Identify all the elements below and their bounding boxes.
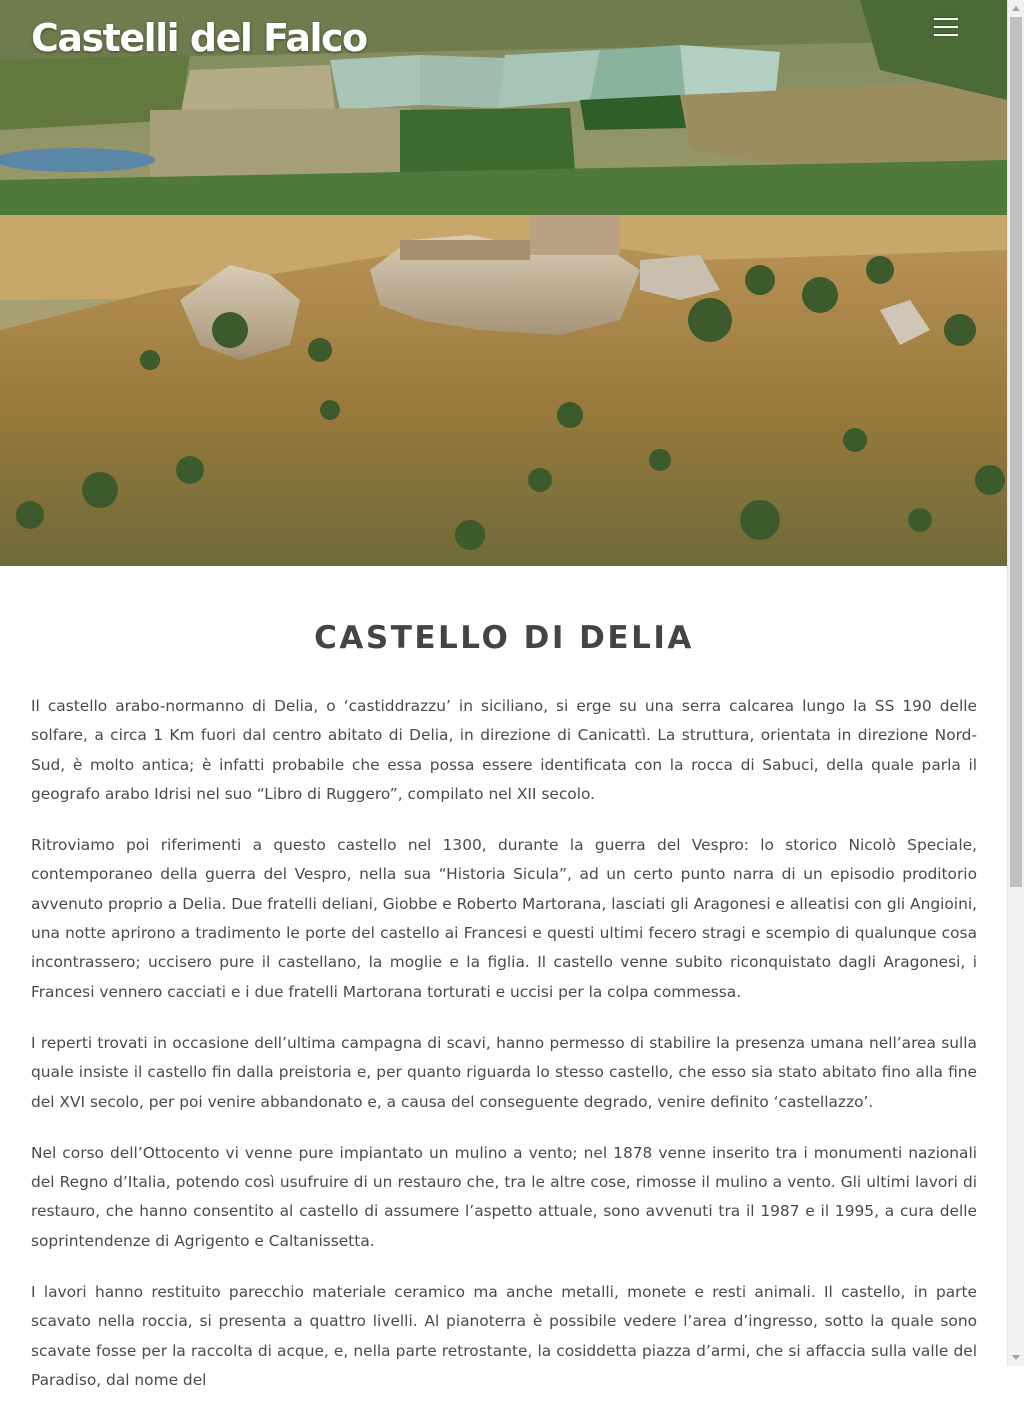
article-content [31,566,977,1417]
menu-icon-bar [934,34,958,36]
scrollbar-thumb[interactable] [1010,17,1022,887]
site-title[interactable]: Castelli del Falco [31,16,367,60]
menu-icon-bar [934,18,958,20]
article-paragraph: Nel corso dell’Ottocento vi venne pure impiantato un mulino a vento; nel 1878 venne inserito tra i monumenti nazionali del Regno d’Italia, potendo così usufruire di un restauro che, tra le altre cose, rimosse il mulino a vento. Gli ultimi lavori di restauro, che hanno consentito al castello di assumere l’aspetto attuale, sono avvenuti tra il 1987 e il 1995, a cura delle soprintendenze di Agrigento e Caltanissetta. [31,1143,977,1250]
vertical-scrollbar[interactable] [1007,0,1024,1366]
article-paragraph: I reperti trovati in occasione dell’ultima campagna di scavi, hanno permesso di stabilire la presenza umana nell’area sulla quale insiste il castello fin dalla preistoria e, per quanto riguarda lo stesso castello, che esso sia stato abitato fino alla fine del XVI secolo, per poi venire abbandonato e, a causa del conseguente degrado, venire definito ‘castellazzo’. [31,1033,977,1111]
page-title: CASTELLO DI DELIA [314,620,694,656]
scroll-up-icon[interactable] [1012,6,1020,11]
hero-header [0,0,1007,566]
hamburger-menu-icon[interactable] [928,12,964,42]
scroll-down-icon[interactable] [1012,1355,1020,1360]
article-paragraph: Ritroviamo poi riferimenti a questo castello nel 1300, durante la guerra del Vespro: lo storico Nicolò Speciale, contemporaneo della guerra del Vespro, nella sua “Historia Sicula”, ad un certo punto narra di un episodio proditorio avvenuto proprio a Delia. Due fratelli deliani, Giobbe e Roberto Martorana, lasciati gli Aragonesi e alleatisi con gli Angioini, una notte aprirono a tradimento le porte del castello ai Francesi e questi ultimi fecero stragi e scempio di qualunque cosa incontrassero; uccisero pure il castellano, la moglie e la figlia. Il castello venne subito riconquistato dagli Aragonesi, i Francesi vennero cacciati e i due fratelli Martorana torturati e uccisi per la colpa commessa. [31,836,977,1001]
article-paragraph: Il castello arabo-normanno di Delia, o ‘castiddrazzu’ in siciliano, si erge su una serra calcarea lungo la SS 190 delle solfare, a circa 1 Km fuori dal centro abitato di Delia, in direzione di Canicattì. La struttura, orientata in direzione Nord-Sud, è molto antica; è infatti probabile che essa possa essere identificata con la rocca di Sabuci, della quale parla il geografo arabo Idrisi nel suo “Libro di Ruggero”, compilato nel XII secolo. [31,697,977,803]
menu-icon-bar [934,26,958,28]
article-paragraph: I lavori hanno restituito parecchio materiale ceramico ma anche metalli, monete e resti animali. Il castello, in parte scavato nella roccia, si presenta a quattro livelli. Al pianoterra è possibile vedere l’area d’ingresso, sotto la quale sono scavate fosse per la raccolta di acque, e, nella parte retrostante, la cosiddetta piazza d’armi, che si affaccia sulla valle del Paradiso, dal nome del [31,1283,977,1389]
hero-image [0,0,1007,566]
